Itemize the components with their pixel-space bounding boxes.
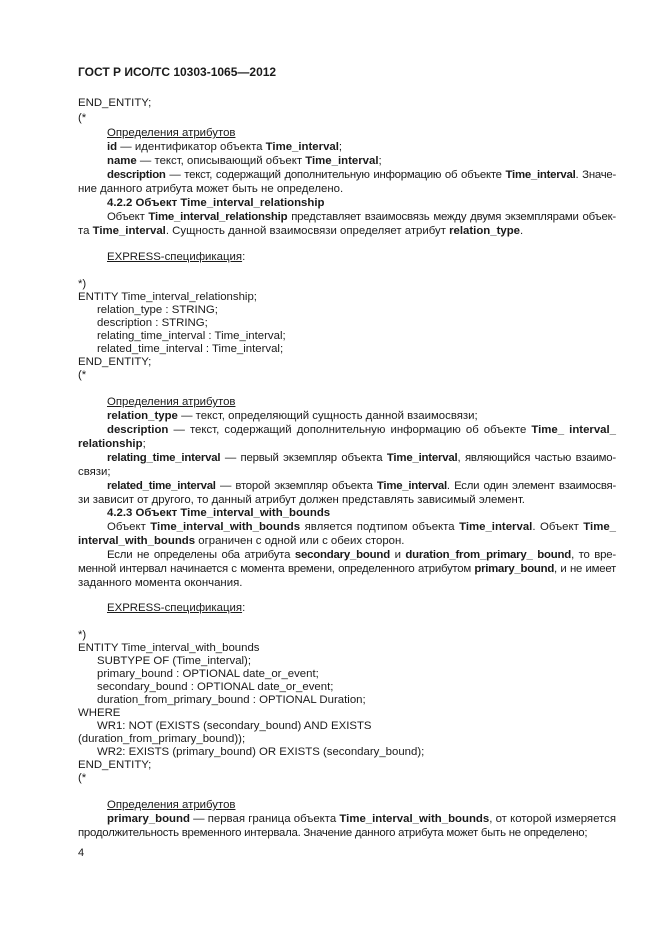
code-line: ENTITY Time_interval_relationship; (78, 291, 257, 303)
code-line: duration_from_primary_bound : OPTIONAL Duration; (97, 694, 366, 706)
attribute-definition: primary_bound — первая граница объекта Time_interval_with_bounds, от которой измеряется (107, 813, 616, 825)
code-line: SUBTYPE OF (Time_interval); (97, 655, 252, 667)
paragraph-line: заданного момента окончания. (78, 577, 243, 589)
paragraph-line: Объект Time_interval_relationship представляет взаимосвязь между двумя экземплярами объек- (107, 211, 616, 223)
section-heading-attributes: Определения атрибутов (107, 396, 236, 408)
paragraph-line: relationship; (78, 438, 146, 450)
code-line: WR2: EXISTS (primary_bound) OR EXISTS (secondary_bound); (97, 746, 425, 758)
code-line: relating_time_interval : Time_interval; (97, 330, 286, 342)
paragraph-line: связи; (78, 466, 111, 478)
code-line: ENTITY Time_interval_with_bounds (78, 642, 260, 654)
attribute-definition: relation_type — текст, определяющий сущность данной взаимосвязи; (107, 410, 478, 422)
express-spec-heading: EXPRESS-спецификация: (107, 602, 246, 614)
code-line: related_time_interval : Time_interval; (97, 343, 284, 355)
code-line: (* (78, 772, 87, 784)
paragraph-line: зи зависит от другого, то данный атрибут должен представлять зависимый элемент. (78, 494, 525, 506)
document-header: ГОСТ Р ИСО/ТС 10303-1065—2012 (78, 65, 277, 79)
code-line: relation_type : STRING; (97, 304, 218, 316)
code-line: END_ENTITY; (78, 759, 152, 771)
express-spec-heading: EXPRESS-спецификация: (107, 251, 246, 263)
paragraph-line: Если не определены оба атрибута secondary_bound и duration_from_primary_ bound, то вре- (107, 549, 617, 561)
code-line: primary_bound : OPTIONAL date_or_event; (97, 668, 319, 680)
code-line: secondary_bound : OPTIONAL date_or_event; (97, 681, 334, 693)
section-heading-attributes: Определения атрибутов (107, 799, 236, 811)
paragraph-line: менной интервал начинается с момента времени, определенного атрибутом primary_bound, и не имеет (78, 563, 616, 575)
paragraph-line: та Time_interval. Сущность данной взаимосвязи определяет атрибут relation_type. (78, 225, 524, 237)
attribute-definition: description — текст, содержащий дополнительную информацию об объекте Time_interval. Значе- (107, 169, 617, 181)
code-line: WR1: NOT (EXISTS (secondary_bound) AND EXISTS (97, 720, 372, 732)
section-heading-attributes: Определения атрибутов (107, 127, 236, 139)
code-line: END_ENTITY; (78, 97, 152, 109)
page-number: 4 (78, 847, 85, 859)
code-line: WHERE (78, 707, 121, 719)
attribute-definition: relating_time_interval — первый экземпляр объекта Time_interval, являющийся частью взаимо- (107, 452, 617, 464)
paragraph-line: interval_with_bounds ограничен с одной или с обеих сторон. (78, 535, 405, 547)
attribute-definition: description — текст, содержащий дополнительную информацию об объекте Time_ interval_ (107, 424, 617, 436)
paragraph-line: Объект Time_interval_with_bounds является подтипом объекта Time_interval. Объект Time_ (107, 521, 617, 533)
paragraph-line: продолжительность временного интервала. Значение данного атрибута может быть не определено; (78, 827, 588, 839)
attribute-definition: related_time_interval — второй экземпляр объекта Time_interval. Если один элемент взаимосвя- (107, 480, 616, 492)
section-heading: 4.2.3 Объект Time_interval_with_bounds (107, 507, 331, 519)
attribute-definition: id — идентификатор объекта Time_interval; (107, 141, 343, 153)
code-line: END_ENTITY; (78, 356, 152, 368)
attribute-definition: name — текст, описывающий объект Time_interval; (107, 155, 382, 167)
code-line: (duration_from_primary_bound)); (78, 733, 246, 745)
code-line: description : STRING; (97, 317, 208, 329)
code-line: (* (78, 369, 87, 381)
code-line: *) (78, 629, 87, 641)
section-heading: 4.2.2 Объект Time_interval_relationship (107, 197, 325, 209)
code-line: (* (78, 112, 87, 124)
paragraph-line: ние данного атрибута может быть не определено. (78, 183, 344, 195)
code-line: *) (78, 278, 87, 290)
